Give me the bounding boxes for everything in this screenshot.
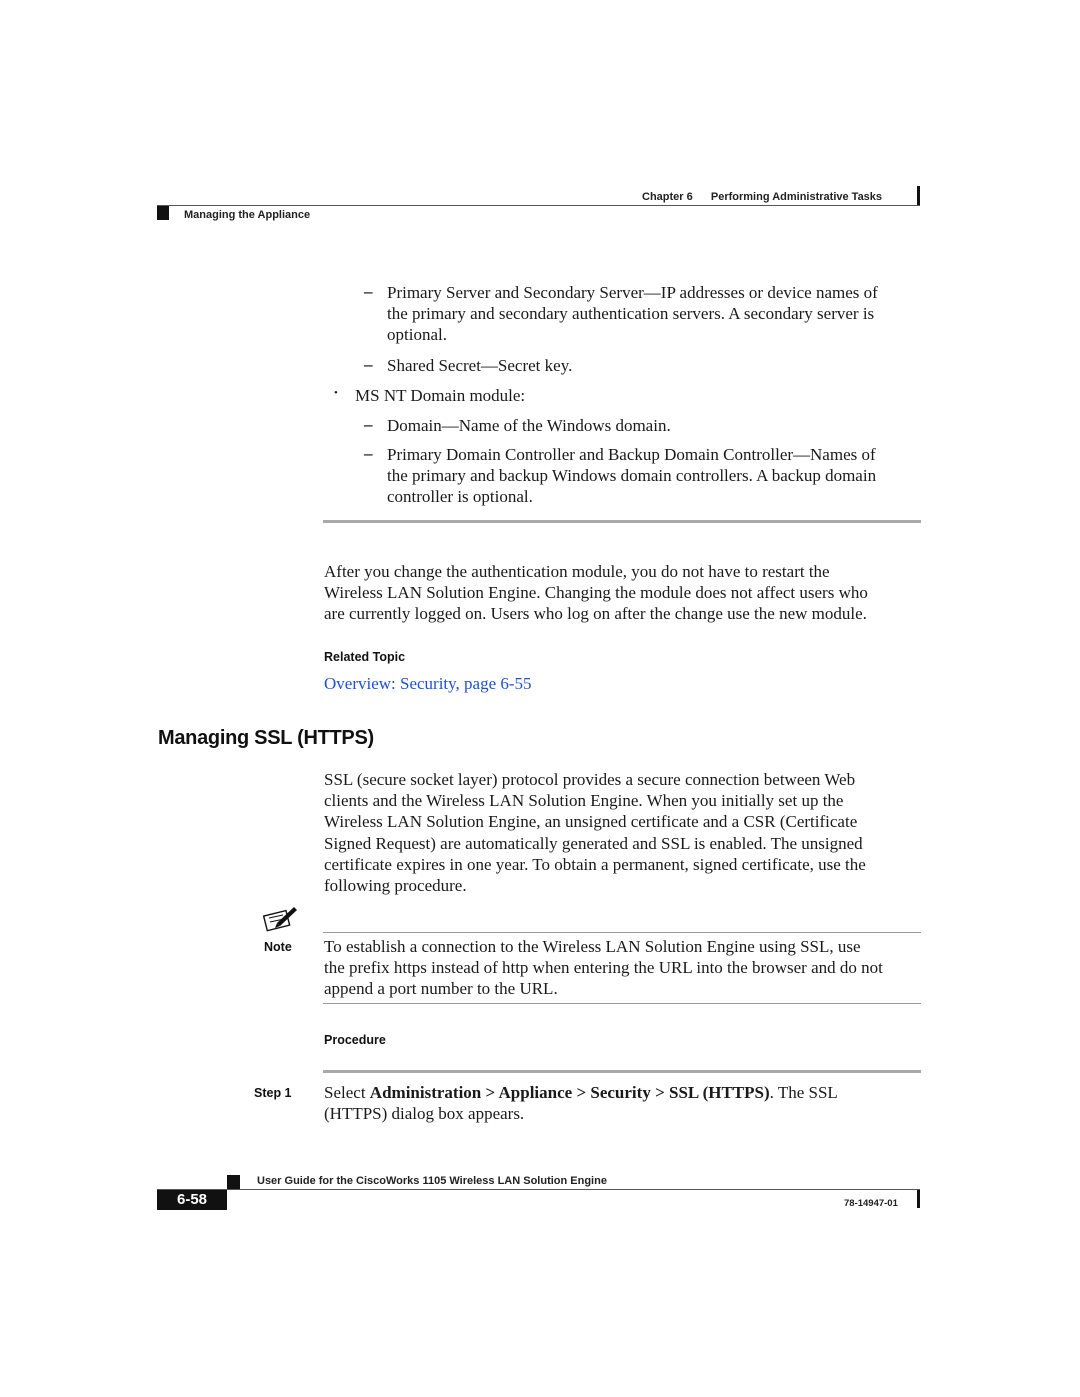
list-item-line: the primary and secondary authentication servers. A secondary server is [387,304,875,324]
footer-guide-title: User Guide for the CiscoWorks 1105 Wireless LAN Solution Engine [257,1175,607,1187]
procedure-heading: Procedure [324,1033,386,1047]
list-item-line: Primary Domain Controller and Backup Domain Controller—Names of [387,445,876,464]
paragraph-line: SSL (secure socket layer) protocol provides a secure connection between Web [324,770,856,789]
header-section: Managing the Appliance [184,209,311,221]
list-item-domain-controllers [387,444,927,508]
paragraph-line: After you change the authentication module, you do not have to restart the [324,562,830,581]
list-item-line: controller is optional. [387,487,533,507]
step-1-line-2: (HTTPS) dialog box appears. [324,1104,525,1124]
menu-separator: > [481,1083,499,1102]
paragraph-line: Wireless LAN Solution Engine. Changing the module does not affect users who [324,583,868,603]
paragraph-line: following procedure. [324,876,467,896]
step-1-line-1 [324,1082,924,1103]
header-chapter-title: Performing Administrative Tasks [710,191,883,203]
note-pencil-icon [263,904,299,932]
step-text: . The SSL [769,1083,838,1102]
list-item-line: optional. [387,325,447,345]
paragraph-line: certificate expires in one year. To obtain a permanent, signed certificate, use the [324,854,866,874]
dash-marker: – [364,282,373,301]
note-line: append a port number to the URL. [324,979,558,999]
paragraph-line: are currently logged on. Users who log on after the change use the new module. [324,604,867,624]
list-item-line: the primary and backup Windows domain controllers. A backup domain [387,466,877,486]
header-chapter [642,191,882,203]
header-bar-right [917,186,920,205]
step-label: Step 1 [254,1086,292,1100]
bullet-marker: • [334,387,338,399]
page-number-badge [157,1190,227,1210]
footer-rule [157,1189,920,1190]
paragraph-line: Wireless LAN Solution Engine, an unsigned certificate and a CSR (Certificate [324,812,858,832]
dash-marker: – [364,355,373,374]
list-item-domain: Domain—Name of the Windows domain. [387,416,671,435]
section-title: Managing SSL (HTTPS) [158,727,374,749]
dash-marker: – [364,444,373,463]
menu-path-administration: Administration [369,1083,482,1102]
paragraph-line: Signed Request) are automatically generated and SSL is enabled. The unsigned [324,833,863,853]
page-number: 6-58 [176,1191,208,1208]
list-item-primary-server [387,282,927,346]
procedure-rule [323,1070,921,1073]
step-1-text [324,1082,924,1124]
footer-square [227,1175,240,1189]
list-item-ms-nt-domain: MS NT Domain module: [355,386,526,405]
list-end-rule [323,520,921,523]
menu-path-appliance: Appliance [498,1083,573,1102]
ssl-intro-paragraph [324,769,924,896]
menu-path-security: Security [590,1083,651,1102]
menu-separator: > [650,1083,670,1102]
menu-path-ssl: SSL (HTTPS) [669,1083,770,1102]
dash-marker: – [364,415,373,434]
after-change-paragraph [324,561,924,625]
related-topic-link[interactable]: Overview: Security, page 6-55 [324,674,532,693]
note-line: To establish a connection to the Wireless LAN Solution Engine using SSL, use [324,937,861,956]
list-item-line: Primary Server and Secondary Server—IP addresses or device names of [387,283,878,302]
note-top-rule [323,932,921,933]
header-chapter-number: Chapter 6 [642,191,693,203]
step-text: Select [324,1083,370,1102]
related-topic-heading: Related Topic [324,650,406,664]
header-square [157,206,169,220]
footer-doc-number: 78-14947-01 [844,1198,898,1209]
menu-separator: > [572,1083,591,1102]
list-item-shared-secret: Shared Secret—Secret key. [387,356,573,375]
note-line: the prefix https instead of http when entering the URL into the browser and do not [324,958,883,978]
paragraph-line: clients and the Wireless LAN Solution Engine. When you initially set up the [324,791,844,811]
footer-bar-right [917,1190,920,1208]
note-bottom-rule [323,1003,921,1004]
note-text [324,936,924,1000]
note-label: Note [264,940,292,954]
header-rule [157,205,920,206]
